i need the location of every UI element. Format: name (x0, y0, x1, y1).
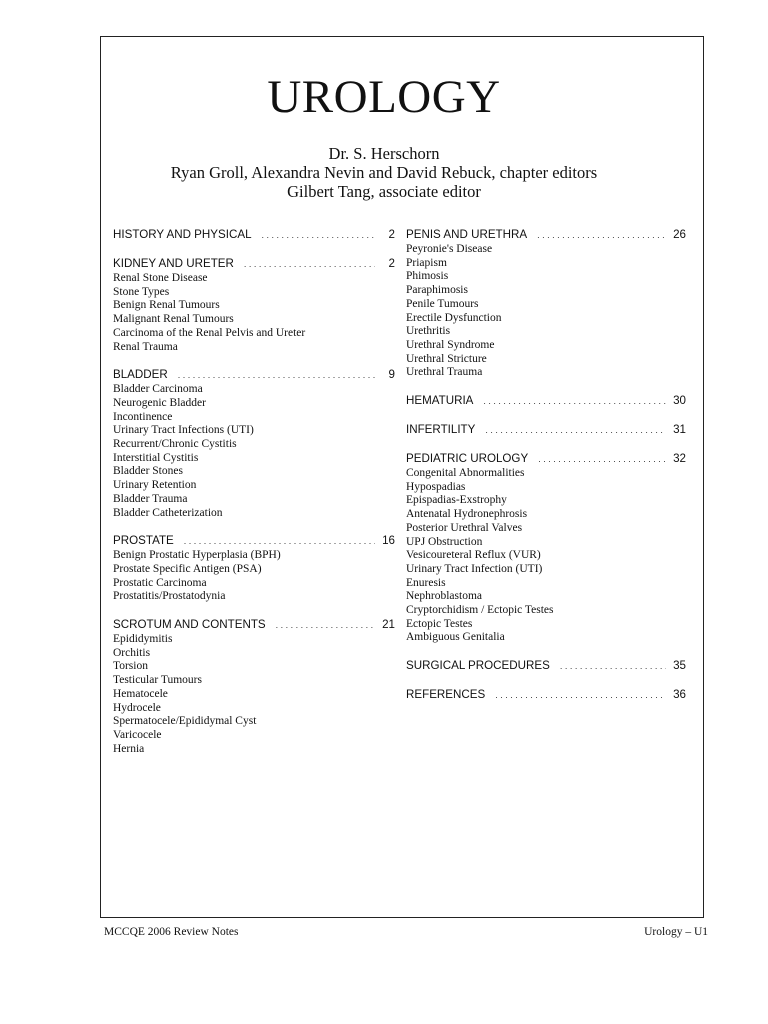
toc-subitem[interactable]: Bladder Trauma (113, 492, 188, 505)
toc-subitems (113, 272, 395, 354)
toc-heading-label: INFERTILITY (406, 423, 476, 437)
toc-subitem[interactable]: Prostatic Carcinoma (113, 576, 207, 589)
toc-subitem[interactable]: Hematocele (113, 687, 168, 700)
toc-page-number: 21 (382, 618, 395, 632)
toc-subitem[interactable]: Urethral Syndrome (406, 338, 495, 351)
toc-subitem[interactable]: Incontinence (113, 410, 173, 423)
toc-subitem[interactable]: UPJ Obstruction (406, 535, 483, 548)
toc-section-heading[interactable] (113, 617, 395, 633)
dot-leader (184, 534, 375, 549)
toc-subitem[interactable]: Torsion (113, 660, 148, 673)
dot-leader (244, 257, 375, 272)
toc-section (406, 393, 686, 409)
toc-subitem[interactable]: Peyronie's Disease (406, 243, 493, 255)
toc-section-heading[interactable] (406, 422, 686, 438)
toc-subitem[interactable]: Urinary Tract Infections (UTI) (113, 424, 254, 437)
toc-heading-label: REFERENCES (406, 688, 486, 702)
toc-subitem[interactable]: Prostate Specific Antigen (PSA) (113, 562, 262, 575)
toc-left-column (113, 227, 395, 769)
toc-section (406, 422, 686, 438)
toc-subitem[interactable]: Urethritis (406, 325, 451, 338)
toc-heading-label: HEMATURIA (406, 394, 474, 408)
toc-subitem[interactable]: Nephroblastoma (406, 590, 483, 603)
toc-subitems (113, 383, 395, 520)
toc-page-number: 30 (673, 394, 686, 408)
toc-subitem[interactable]: Penile Tumours (406, 297, 479, 310)
toc-subitem[interactable]: Malignant Renal Tumours (113, 313, 234, 326)
toc-subitem[interactable]: Interstitial Cystitis (113, 451, 199, 464)
toc-subitem[interactable]: Hernia (113, 742, 145, 755)
toc-section-heading[interactable] (406, 227, 686, 243)
toc-section (113, 256, 395, 354)
toc-heading-label: PROSTATE (113, 534, 174, 548)
toc-section (406, 227, 686, 380)
footer-right: Urology – U1 (644, 926, 708, 938)
toc-section (113, 617, 395, 756)
toc-subitem[interactable]: Epispadias-Exstrophy (406, 494, 507, 507)
toc-subitem[interactable]: Posterior Urethral Valves (406, 521, 523, 534)
toc-section-heading[interactable] (406, 687, 686, 703)
dot-leader (485, 423, 666, 438)
toc-subitem[interactable]: Spermatocele/Epididymal Cyst (113, 715, 257, 728)
dot-leader (495, 688, 666, 703)
toc-section (406, 687, 686, 703)
toc-subitem[interactable]: Renal Trauma (113, 340, 178, 353)
toc-page-number: 31 (673, 423, 686, 437)
toc-subitem[interactable]: Cryptorchidism / Ectopic Testes (406, 604, 554, 617)
toc-section-heading[interactable] (406, 393, 686, 409)
toc-right-column (406, 227, 686, 716)
toc-subitem[interactable]: Hydrocele (113, 701, 161, 714)
toc-page-number: 36 (673, 688, 686, 702)
toc-subitem[interactable]: Ectopic Testes (406, 617, 473, 630)
toc-page-number: 35 (673, 659, 686, 673)
toc-page-number: 9 (388, 368, 395, 382)
toc-subitems (406, 243, 686, 380)
toc-subitem[interactable]: Bladder Carcinoma (113, 383, 203, 396)
toc-heading-label: SCROTUM AND CONTENTS (113, 618, 266, 632)
page-title: UROLOGY (267, 71, 501, 123)
toc-subitem[interactable]: Paraphimosis (406, 284, 468, 297)
dot-leader (538, 452, 666, 467)
toc-subitem[interactable]: Congenital Abnormalities (406, 467, 525, 480)
toc-section (113, 227, 395, 243)
footer-left: MCCQE 2006 Review Notes (104, 926, 239, 938)
toc-subitems (406, 467, 686, 645)
dot-leader (483, 394, 666, 409)
associate-editor: Gilbert Tang, associate editor (287, 182, 481, 201)
toc-section (406, 451, 686, 645)
toc-section (113, 533, 395, 604)
toc-subitem[interactable]: Vesicoureteral Reflux (VUR) (406, 549, 541, 562)
toc-subitem[interactable]: Urinary Tract Infection (UTI) (406, 562, 543, 575)
toc-subitem[interactable]: Urethral Stricture (406, 352, 487, 365)
toc-subitem[interactable]: Varicocele (113, 728, 162, 741)
toc-section-heading[interactable] (113, 533, 395, 549)
toc-subitem[interactable]: Antenatal Hydronephrosis (406, 508, 528, 521)
toc-heading-label: PEDIATRIC UROLOGY (406, 452, 529, 466)
toc-heading-label: KIDNEY AND URETER (113, 257, 234, 270)
toc-subitem[interactable]: Ambiguous Genitalia (406, 631, 505, 644)
toc-heading-label: PENIS AND URETHRA (406, 228, 528, 241)
toc-subitem[interactable]: Bladder Catheterization (113, 506, 223, 519)
dot-leader (537, 228, 666, 243)
toc-subitem[interactable]: Prostatitis/Prostatodynia (113, 590, 226, 603)
toc-page-number: 26 (673, 228, 686, 241)
toc-heading-label: HISTORY AND PHYSICAL (113, 228, 252, 241)
toc-subitem[interactable]: Erectile Dysfunction (406, 311, 502, 324)
toc-subitem[interactable]: Stone Types (113, 285, 170, 298)
toc-subitem[interactable]: Recurrent/Chronic Cystitis (113, 438, 237, 451)
chapter-editors: Ryan Groll, Alexandra Nevin and David Rebuck, chapter editors (170, 163, 598, 182)
toc-page-number: 32 (673, 452, 686, 466)
toc-page-number: 16 (382, 534, 395, 548)
toc-page-number: 2 (388, 228, 395, 241)
dot-leader (560, 659, 666, 674)
toc-section-heading[interactable] (113, 227, 395, 243)
dot-leader (276, 618, 375, 633)
toc-subitem[interactable]: Phimosis (406, 270, 449, 283)
toc-subitems (113, 549, 395, 604)
toc-section (113, 367, 395, 520)
toc-subitems (113, 633, 395, 756)
toc-section-heading[interactable] (113, 256, 395, 272)
toc-subitem[interactable]: Urethral Trauma (406, 366, 483, 379)
toc-subitem[interactable]: Urinary Retention (113, 479, 197, 492)
toc-subitem[interactable]: Benign Prostatic Hyperplasia (BPH) (113, 549, 281, 562)
toc-subitem[interactable]: Hypospadias (406, 480, 466, 493)
toc-subitem[interactable]: Neurogenic Bladder (113, 396, 206, 409)
toc-heading-label: BLADDER (113, 368, 168, 382)
toc-section-heading[interactable] (406, 658, 686, 674)
toc-subitem[interactable]: Bladder Stones (113, 465, 183, 478)
toc-heading-label: SURGICAL PROCEDURES (406, 659, 550, 673)
toc-subitem[interactable]: Enuresis (406, 576, 446, 589)
toc-subitem[interactable]: Orchitis (113, 646, 151, 659)
toc-section-heading[interactable] (406, 451, 686, 467)
credits (0, 144, 768, 201)
toc-subitem[interactable]: Benign Renal Tumours (113, 299, 220, 312)
dot-leader (262, 228, 375, 243)
author: Dr. S. Herschorn (328, 144, 440, 163)
toc-subitem[interactable]: Priapism (406, 256, 447, 269)
toc-section-heading[interactable] (113, 367, 395, 383)
dot-leader (178, 368, 375, 383)
toc-subitem[interactable]: Carcinoma of the Renal Pelvis and Ureter (113, 326, 306, 339)
toc-subitem[interactable]: Renal Stone Disease (113, 272, 208, 284)
toc-page-number: 2 (388, 257, 395, 270)
toc-subitem[interactable]: Testicular Tumours (113, 674, 202, 687)
toc-section (406, 658, 686, 674)
toc-subitem[interactable]: Epididymitis (113, 633, 173, 646)
